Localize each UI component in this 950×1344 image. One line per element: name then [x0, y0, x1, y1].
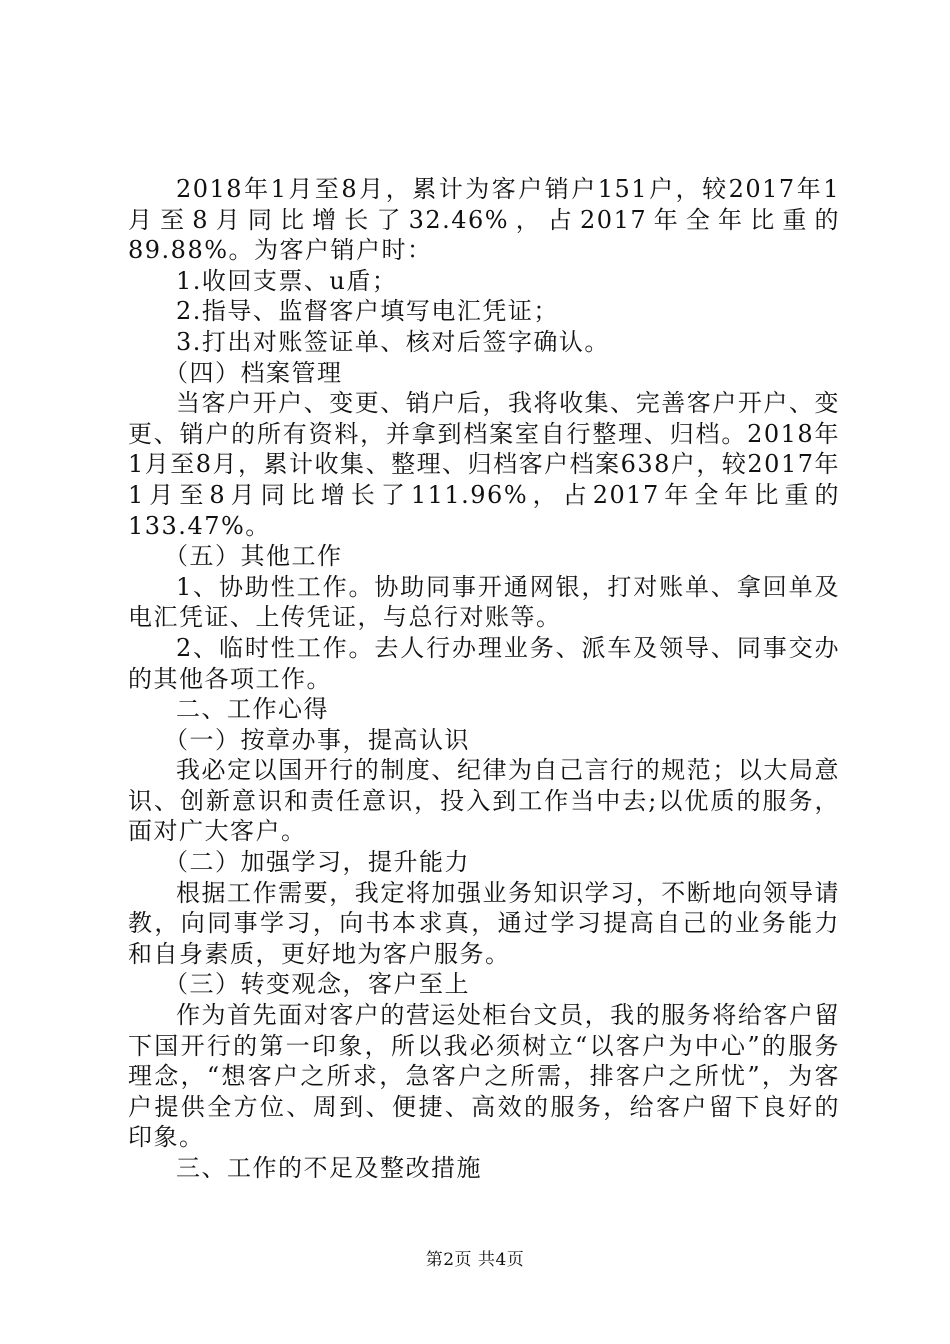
paragraph-close-account-stats: 2018年1月至8月，累计为客户销户151户，较2017年1月至8月同比增长了32.46%，占2017年全年比重的89.88%。为客户销户时：	[128, 175, 840, 265]
subheading-strengthen-learning: （二）加强学习，提升能力	[164, 848, 470, 877]
list-item-print-statement: 3.打出对账签证单、核对后签字确认。	[176, 327, 610, 356]
section-heading-archive: （四）档案管理	[164, 358, 343, 387]
paragraph-strengthen-learning: 根据工作需要，我定将加强业务知识学习，不断地向领导请教，向同事学习，向书本求真，通过学习提高自己的业务能力和自身素质，更好地为客户服务。	[128, 878, 840, 968]
section-heading-work-experience: 二、工作心得	[176, 695, 329, 724]
paragraph-customer-first: 作为首先面对客户的营运处柜台文员，我的服务将给客户留下国开行的第一印象，所以我必须树立“以客户为中心”的服务理念，“想客户之所求，急客户之所需，排客户之所忧”，为客户提供全方位、周到、便捷、高效的服务，给客户留下良好的印象。	[128, 1001, 840, 1152]
subheading-follow-rules: （一）按章办事，提高认识	[164, 725, 470, 754]
list-item-collect-cheques: 1.收回支票、u盾；	[176, 266, 398, 295]
paragraph-assistive-work: 1、协助性工作。协助同事开通网银，打对账单、拿回单及电汇凭证、上传凭证，与总行对账等。	[128, 572, 840, 632]
paragraph-follow-rules: 我必定以国开行的制度、纪律为自己言行的规范；以大局意识、创新意识和责任意识，投入到工作当中去;以优质的服务，面对广大客户。	[128, 756, 840, 846]
document-body	[128, 174, 840, 1184]
paragraph-archive-management: 当客户开户、变更、销户后，我将收集、完善客户开户、变更、销户的所有资料，并拿到档案室自行整理、归档。2018年1月至8月，累计收集、整理、归档客户档案638户，较2017年1月至8月同比增长了111.96%，占2017年全年比重的133.47%。	[128, 389, 840, 540]
subheading-customer-first: （三）转变观念，客户至上	[164, 970, 470, 999]
section-heading-shortcomings: 三、工作的不足及整改措施	[176, 1154, 482, 1182]
paragraph-temporary-work: 2、临时性工作。去人行办理业务、派车及领导、同事交办的其他各项工作。	[128, 633, 840, 693]
page-number-footer: 第2页 共4页	[425, 1250, 525, 1270]
section-heading-other-work: （五）其他工作	[164, 542, 343, 571]
list-item-guide-remittance: 2.指导、监督客户填写电汇凭证；	[176, 297, 559, 326]
